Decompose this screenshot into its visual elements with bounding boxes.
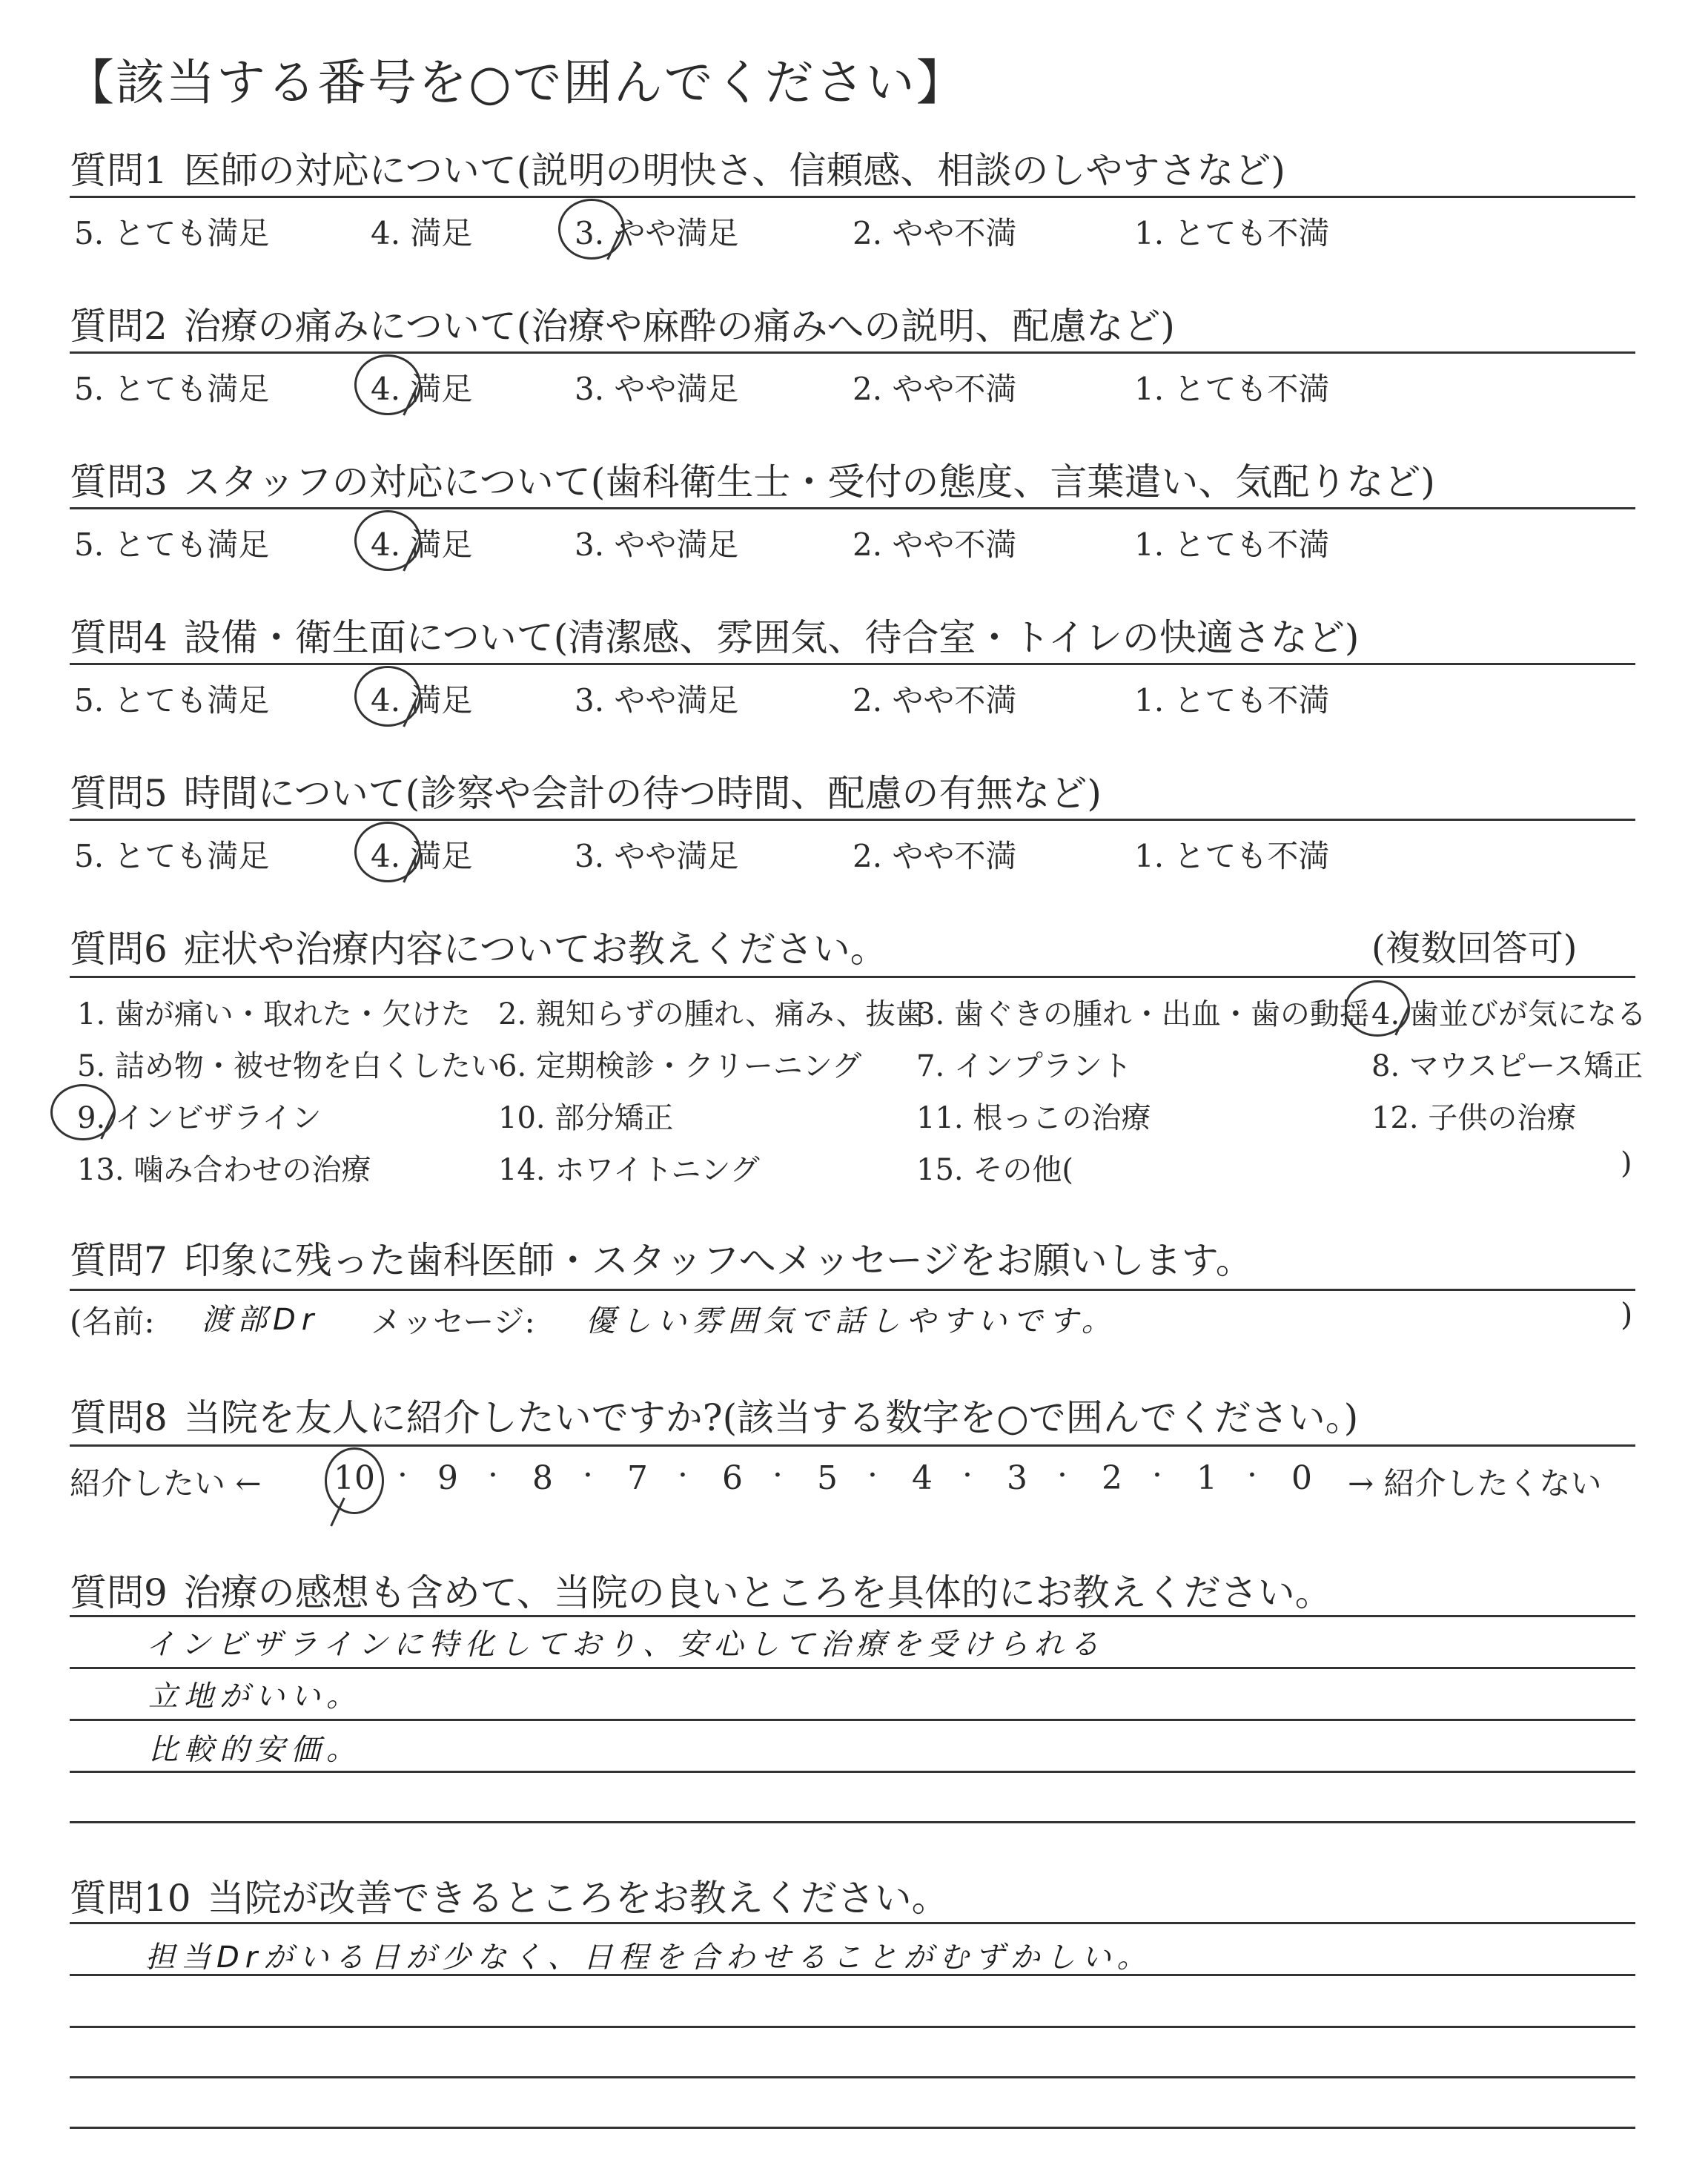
scale-separator: · [1152,1456,1162,1494]
selection-circle [558,199,625,260]
scale-value-3[interactable]: 3 [1007,1459,1027,1497]
scale-value-4[interactable]: 4 [912,1459,933,1497]
answer-line [70,2076,1635,2078]
rating-option-4[interactable]: 4. 満足 [371,526,473,563]
question-7-heading [70,1231,1253,1284]
rating-option-1[interactable]: 1. とても不満 [1134,371,1330,407]
symptom-choice-6[interactable]: 6. 定期検診・クリーニング [498,1049,862,1083]
question-4-heading [70,608,1359,661]
selection-circle [354,822,421,882]
symptom-choice-2[interactable]: 2. 親知らずの腫れ、痛み、抜歯 [498,997,925,1031]
selection-circle [50,1084,116,1140]
rating-option-1[interactable]: 1. とても不満 [1134,838,1330,874]
answer-line [70,1615,1635,1617]
rating-option-4[interactable]: 4. 満足 [371,371,473,407]
page-title: 【該当する番号を○で囲んでください】 [65,54,967,111]
rating-option-4[interactable]: 4. 満足 [371,838,473,874]
question-6-rule [70,976,1635,978]
symptom-choice-4[interactable]: 4. 歯並びが気になる [1371,997,1646,1031]
rating-option-5[interactable]: 5. とても満足 [74,215,270,251]
scale-separator: · [962,1456,973,1494]
scale-value-0[interactable]: 0 [1291,1459,1312,1497]
rating-option-2[interactable]: 2. やや不満 [853,215,1017,251]
rating-option-5[interactable]: 5. とても満足 [74,371,270,407]
question-number: 質問3 [70,460,168,503]
question-number: 質問6 [70,928,168,971]
question-number: 質問9 [70,1571,168,1614]
question-number: 質問8 [70,1396,168,1439]
scale-separator: · [488,1456,498,1494]
question-1-rule [70,196,1635,198]
rating-option-3[interactable]: 3. やや満足 [575,682,739,719]
question-text: 印象に残った歯科医師・スタッフへメッセージをお願いします。 [183,1239,1253,1282]
improvement-answer-1[interactable]: 担当Drがいる日が少なく、日程を合わせることがむずかしい。 [145,1941,1153,1975]
selection-circle [325,1447,384,1514]
symptom-choice-8[interactable]: 8. マウスピース矯正 [1371,1049,1644,1083]
symptom-choice-12[interactable]: 12. 子供の治療 [1371,1101,1577,1135]
multiple-answer-note: (複数回答可) [1371,928,1578,969]
scale-separator: · [1057,1456,1068,1494]
question-4-rule [70,663,1635,665]
question-text: 設備・衛生面について(清潔感、雰囲気、待合室・トイレの快適さなど) [183,616,1360,659]
scale-separator: · [867,1456,878,1494]
good-points-answer-1[interactable]: インビザラインに特化しており、安心して治療を受けられる [145,1628,1105,1662]
symptom-choice-10[interactable]: 10. 部分矯正 [498,1101,674,1135]
rating-option-4[interactable]: 4. 満足 [371,682,473,719]
scale-separator: · [678,1456,688,1494]
rating-option-1[interactable]: 1. とても不満 [1134,215,1330,251]
question-7-rule [70,1289,1635,1291]
selection-circle [354,510,421,571]
rating-option-4[interactable]: 4. 満足 [371,215,473,251]
answer-line [70,2026,1635,2028]
symptom-choice-15[interactable]: 15. その他( [916,1153,1073,1187]
symptom-choice-11[interactable]: 11. 根っこの治療 [916,1101,1151,1135]
question-text: 当院が改善できるところをお教えください。 [207,1877,949,1920]
other-close-paren: ) [1621,1146,1632,1180]
rating-option-1[interactable]: 1. とても不満 [1134,682,1330,719]
answer-line [70,1771,1635,1773]
rating-option-2[interactable]: 2. やや不満 [853,371,1017,407]
question-text: 医師の対応について(説明の明快さ、信頼感、相談のしやすさなど) [183,149,1285,192]
rating-option-3[interactable]: 3. やや満足 [575,526,739,563]
scale-value-1[interactable]: 1 [1196,1459,1217,1497]
question-9-heading [70,1563,1332,1616]
symptom-choice-5[interactable]: 5. 詰め物・被せ物を白くしたい [77,1049,500,1083]
rating-option-2[interactable]: 2. やや不満 [853,838,1017,874]
question-text: 治療の感想も含めて、当院の良いところを具体的にお教えください。 [183,1571,1332,1614]
scale-separator: · [772,1456,783,1494]
scale-value-8[interactable]: 8 [532,1459,553,1497]
answer-line [70,1667,1635,1669]
question-5-heading [70,764,1102,817]
rating-option-5[interactable]: 5. とても満足 [74,682,270,719]
rating-option-3[interactable]: 3. やや満足 [575,215,739,251]
question-text: 当院を友人に紹介したいですか?(該当する数字を○で囲んでください。) [183,1396,1359,1439]
scale-separator: · [397,1456,408,1494]
question-3-rule [70,507,1635,509]
rating-option-3[interactable]: 3. やや満足 [575,838,739,874]
message-close-paren: ) [1621,1296,1633,1332]
symptom-choice-13[interactable]: 13. 噛み合わせの治療 [77,1153,371,1187]
question-6-heading [70,919,887,973]
scale-value-10[interactable]: 10 [334,1459,375,1497]
answer-line [70,1719,1635,1721]
name-label: (名前: [70,1304,155,1340]
symptom-choice-14[interactable]: 14. ホワイトニング [498,1153,760,1187]
question-1-heading [70,141,1285,194]
question-number: 質問10 [70,1877,191,1920]
scale-value-9[interactable]: 9 [437,1459,458,1497]
question-3-heading [70,452,1435,506]
question-5-rule [70,819,1635,821]
question-text: スタッフの対応について(歯科衛生士・受付の態度、言葉遣い、気配りなど) [183,460,1435,503]
scale-separator: · [583,1456,593,1494]
scale-value-6[interactable]: 6 [722,1459,743,1497]
rating-option-5[interactable]: 5. とても満足 [74,838,270,874]
question-number: 質問7 [70,1239,168,1282]
rating-option-3[interactable]: 3. やや満足 [575,371,739,407]
good-points-answer-2[interactable]: 立地がいい。 [148,1680,362,1714]
question-number: 質問2 [70,305,168,348]
scale-value-2[interactable]: 2 [1102,1459,1122,1497]
question-10-heading [70,1869,949,1922]
question-text: 時間について(診察や会計の待つ時間、配慮の有無など) [183,772,1102,815]
question-2-rule [70,351,1635,354]
scale-separator: · [1247,1456,1257,1494]
answer-line [70,1922,1635,1924]
rating-option-2[interactable]: 2. やや不満 [853,682,1017,719]
rating-option-5[interactable]: 5. とても満足 [74,526,270,563]
rating-option-1[interactable]: 1. とても不満 [1134,526,1330,563]
scale-value-7[interactable]: 7 [627,1459,648,1497]
symptom-choice-9[interactable]: 9. インビザライン [77,1101,322,1135]
question-8-heading [70,1388,1358,1441]
symptom-choice-7[interactable]: 7. インプラント [916,1049,1132,1083]
question-2-heading [70,297,1175,350]
selection-circle [354,666,421,727]
question-8-rule [70,1444,1635,1447]
selection-circle [354,354,421,415]
question-text: 症状や治療内容についてお教えください。 [183,928,887,971]
answer-line [70,1821,1635,1823]
question-number: 質問4 [70,616,168,659]
selection-circle [1345,980,1410,1037]
scale-value-5[interactable]: 5 [817,1459,838,1497]
question-number: 質問5 [70,772,168,815]
answer-line [70,2127,1635,2129]
message-value[interactable]: 優しい雰囲気で話しやすいです。 [586,1304,1117,1338]
recommend-right-label: → 紹介したくない [1348,1465,1602,1502]
rating-option-2[interactable]: 2. やや不満 [853,526,1017,563]
message-label: メッセージ: [371,1304,535,1340]
good-points-answer-3[interactable]: 比較的安価。 [148,1733,362,1767]
question-text: 治療の痛みについて(治療や麻酔の痛みへの説明、配慮など) [183,305,1175,348]
symptom-choice-1[interactable]: 1. 歯が痛い・取れた・欠けた [77,997,471,1031]
question-number: 質問1 [70,149,168,192]
recommend-left-label: 紹介したい ← [70,1465,262,1502]
name-value[interactable]: 渡部Dr [202,1303,320,1337]
symptom-choice-3[interactable]: 3. 歯ぐきの腫れ・出血・歯の動揺 [916,997,1369,1031]
